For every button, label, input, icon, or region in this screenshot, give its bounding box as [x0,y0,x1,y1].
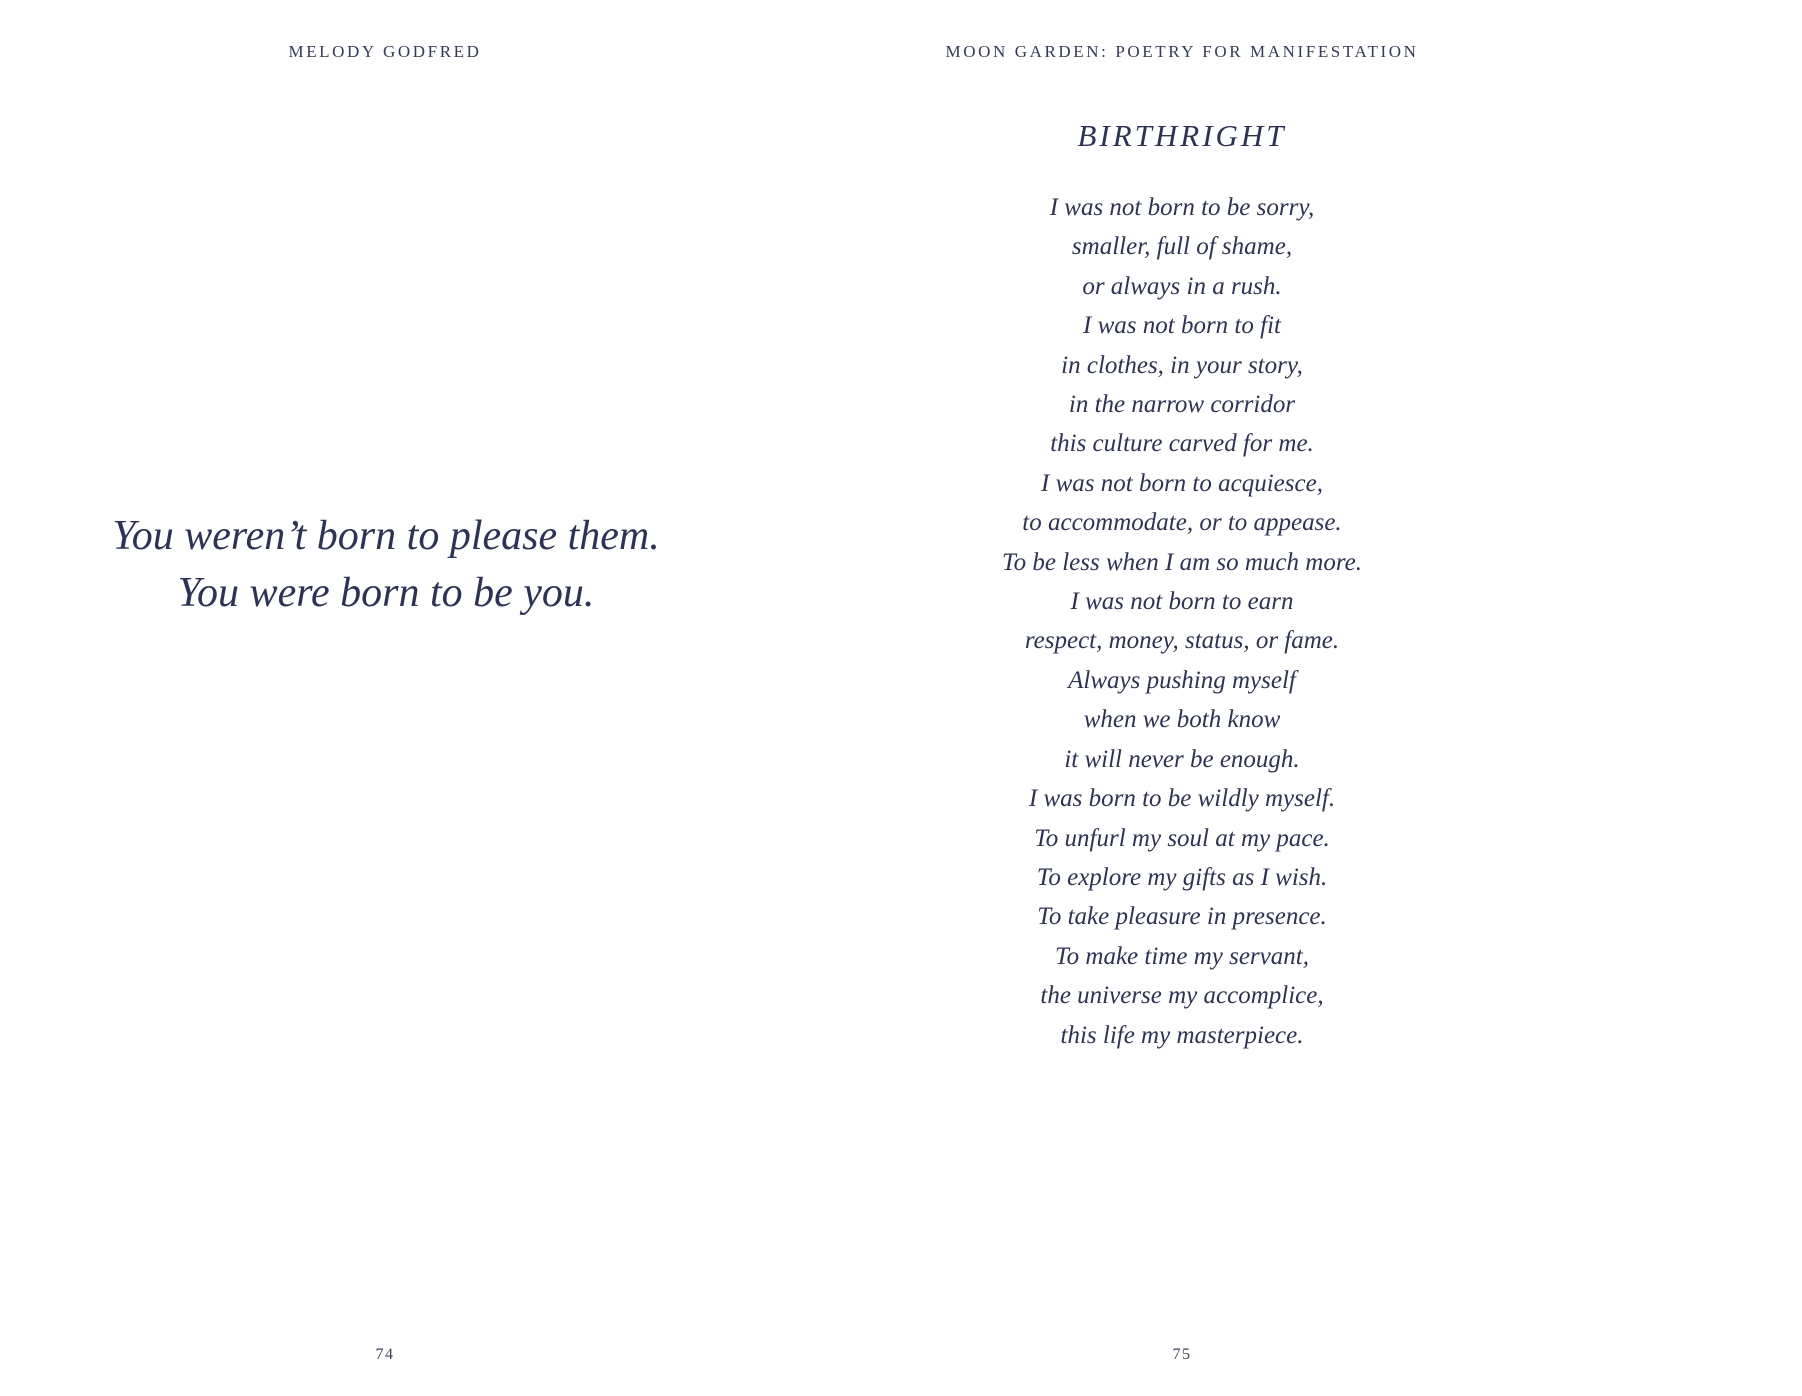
running-head-author: MELODY GODFRED [288,42,482,61]
running-head-book-title: MOON GARDEN: POETRY FOR MANIFESTATION [945,42,1419,61]
poem-line: this life my masterpiece. [1060,1021,1304,1049]
poem-line: To make time my servant, [1055,942,1309,970]
poem-line: in the narrow corridor [1068,391,1296,419]
page-number-right: 75 [1172,1346,1192,1363]
poem-line: I was not born to be sorry, [1049,194,1315,221]
poem-line: it will never be enough. [1064,745,1300,773]
quote-line: You were born to be you. [177,570,595,616]
poem-line: to accommodate, or to appease. [1022,509,1342,537]
poem-line: To unfurl my soul at my pace. [1034,824,1330,852]
poem-line: To be less when I am so much more. [1002,548,1362,576]
poem-line: To take pleasure in presence. [1037,903,1327,931]
poem-line: Always pushing myself [1068,666,1296,694]
page-number-left: 74 [375,1346,395,1363]
poem-line: smaller, full of shame, [1071,233,1293,261]
poem-line: I was not born to earn [1070,588,1294,616]
poem-line: this culture carved for me. [1050,430,1314,458]
poem-block [932,188,1432,1055]
poem-line: I was born to be wildly myself. [1028,785,1336,813]
page-right [901,0,1802,1396]
quote-line: You weren’t born to please them. [112,513,660,559]
poem-line: in clothes, in your story, [1061,351,1303,379]
poem-line: To explore my gifts as I wish. [1036,863,1328,891]
poem-line: or always in a rush. [1082,272,1282,300]
poem-title: BIRTHRIGHT [1077,118,1287,153]
poem-line: when we both know [1083,706,1281,734]
poem-line: I was not born to acquiesce, [1041,469,1323,497]
poem-line: respect, money, status, or fame. [1024,627,1340,655]
poem-line: I was not born to fit [1083,312,1281,340]
poem-line: the universe my accomplice, [1040,982,1324,1010]
quote-block [86,508,686,622]
